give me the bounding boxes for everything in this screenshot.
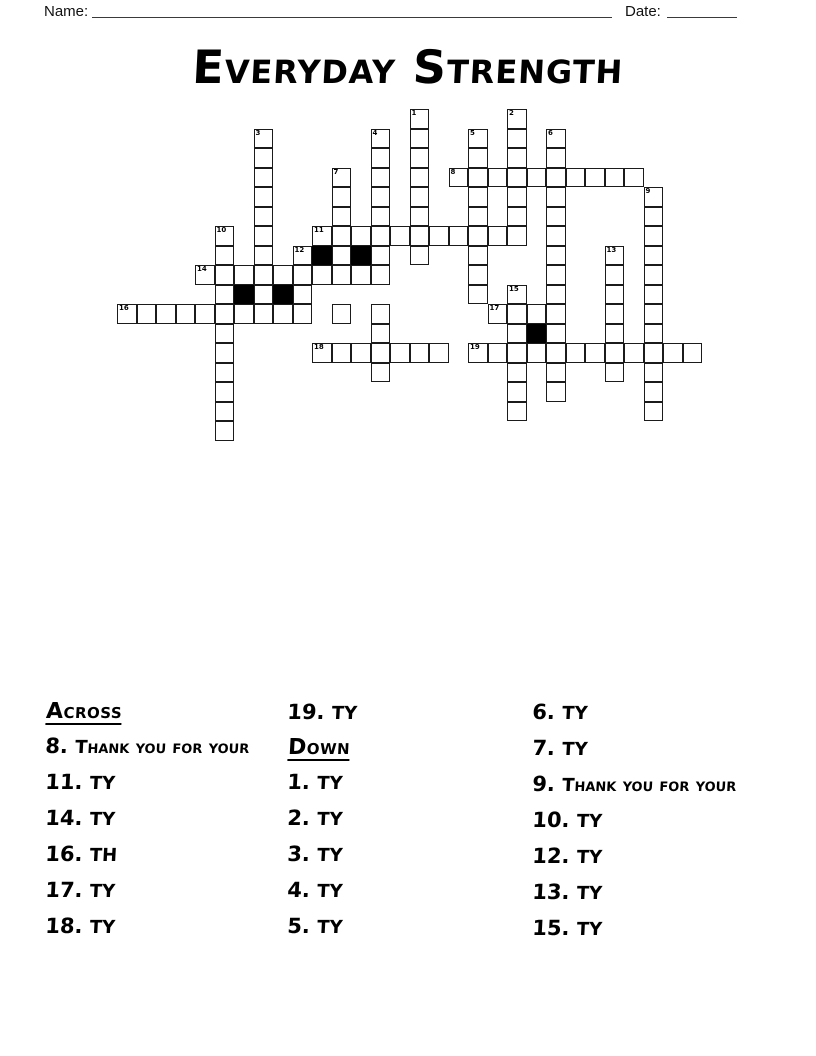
grid-cell[interactable] xyxy=(468,148,488,168)
grid-cell[interactable] xyxy=(156,304,176,324)
grid-cell[interactable] xyxy=(215,382,235,402)
clue-number: 2. xyxy=(286,806,318,830)
clue-item-2 xyxy=(287,806,503,832)
grid-cell[interactable] xyxy=(429,226,449,246)
grid-cell[interactable] xyxy=(546,246,566,266)
clue-number: 16. xyxy=(44,842,91,866)
cell-number: 8 xyxy=(450,167,456,176)
grid-cell[interactable] xyxy=(507,382,527,402)
grid-cell[interactable] xyxy=(507,168,527,188)
clue-text: TY xyxy=(331,703,358,724)
grid-cell[interactable] xyxy=(215,421,235,441)
grid-cell[interactable] xyxy=(312,265,332,285)
grid-cell[interactable] xyxy=(293,265,313,285)
cell-number: 3 xyxy=(255,128,261,137)
grid-cell[interactable] xyxy=(215,226,235,246)
clue-number: 13. xyxy=(531,880,578,904)
grid-cell[interactable] xyxy=(234,265,254,285)
grid-cell[interactable] xyxy=(176,304,196,324)
grid-cell[interactable] xyxy=(644,382,664,402)
grid-cell[interactable] xyxy=(254,207,274,227)
grid-cell[interactable] xyxy=(546,304,566,324)
cell-number: 5 xyxy=(470,128,475,137)
grid-cell[interactable] xyxy=(644,402,664,422)
clue-item-8 xyxy=(45,734,261,760)
name-blank-line xyxy=(92,1,612,18)
grid-cell[interactable] xyxy=(644,187,664,207)
grid-cell[interactable] xyxy=(410,129,430,149)
clue-number: 15. xyxy=(531,916,578,940)
grid-cell[interactable] xyxy=(371,207,391,227)
grid-cell[interactable] xyxy=(332,304,352,324)
grid-cell[interactable] xyxy=(468,343,488,363)
grid-cell[interactable] xyxy=(605,324,625,344)
grid-cell[interactable] xyxy=(215,246,235,266)
grid-cell[interactable] xyxy=(332,246,352,266)
grid-cell[interactable] xyxy=(507,187,527,207)
grid-cell[interactable] xyxy=(605,168,625,188)
grid-cell[interactable] xyxy=(254,265,274,285)
grid-cell[interactable] xyxy=(507,363,527,383)
clue-text: TH xyxy=(89,845,118,866)
grid-cell[interactable] xyxy=(215,343,235,363)
grid-cell[interactable] xyxy=(195,265,215,285)
grid-cell[interactable] xyxy=(507,402,527,422)
grid-cell[interactable] xyxy=(254,246,274,266)
grid-cell[interactable] xyxy=(605,285,625,305)
clue-item-19 xyxy=(287,700,503,726)
grid-cell[interactable] xyxy=(507,207,527,227)
grid-cell[interactable] xyxy=(663,343,683,363)
grid-cell[interactable] xyxy=(488,226,508,246)
grid-cell[interactable] xyxy=(468,187,488,207)
clue-number: 11. xyxy=(44,770,91,794)
cell-number: 18 xyxy=(314,343,324,351)
clue-item-1 xyxy=(287,770,503,796)
clue-column-middle xyxy=(288,700,503,950)
clue-text: TY xyxy=(576,847,603,868)
grid-cell[interactable] xyxy=(644,324,664,344)
clue-text: TY xyxy=(316,809,344,830)
clue-text: TY xyxy=(89,773,116,794)
clue-number: 7. xyxy=(531,736,563,760)
grid-cell[interactable] xyxy=(507,343,527,363)
grid-cell[interactable] xyxy=(254,148,274,168)
grid-cell[interactable] xyxy=(644,285,664,305)
cell-number: 13 xyxy=(606,245,617,254)
clue-text: TY xyxy=(316,881,344,902)
cell-number: 17 xyxy=(489,304,500,312)
clue-text: TY xyxy=(316,917,344,938)
grid-cell[interactable] xyxy=(624,168,644,188)
grid-cell[interactable] xyxy=(371,343,391,363)
grid-cell[interactable] xyxy=(468,285,488,305)
grid-cell[interactable] xyxy=(449,226,469,246)
grid-cell[interactable] xyxy=(605,265,625,285)
clue-text: TY xyxy=(576,811,603,832)
clue-number: 6. xyxy=(531,700,563,724)
grid-cell[interactable] xyxy=(468,168,488,188)
grid-cell[interactable] xyxy=(546,285,566,305)
grid-cell[interactable] xyxy=(254,285,274,305)
grid-cell[interactable] xyxy=(312,343,332,363)
clue-number: 18. xyxy=(44,914,91,938)
grid-cell[interactable] xyxy=(546,382,566,402)
grid-cell[interactable] xyxy=(215,285,235,305)
grid-cell-black xyxy=(234,285,254,305)
clue-text: TY xyxy=(316,773,344,794)
grid-cell[interactable] xyxy=(644,265,664,285)
grid-cell-black xyxy=(527,324,547,344)
clue-text: TY xyxy=(576,919,603,940)
grid-cell[interactable] xyxy=(254,226,274,246)
clue-item-14 xyxy=(45,806,261,832)
grid-cell[interactable] xyxy=(468,226,488,246)
grid-cell[interactable] xyxy=(273,304,293,324)
grid-cell[interactable] xyxy=(371,129,391,149)
grid-cell[interactable] xyxy=(605,343,625,363)
cell-number: 9 xyxy=(645,187,651,195)
grid-cell[interactable] xyxy=(546,168,566,188)
grid-cell[interactable] xyxy=(371,304,391,324)
grid-cell[interactable] xyxy=(332,343,352,363)
grid-cell[interactable] xyxy=(468,129,488,149)
clue-number: 19. xyxy=(286,700,333,724)
grid-cell[interactable] xyxy=(371,363,391,383)
grid-cell[interactable] xyxy=(351,265,371,285)
across-header: Across xyxy=(45,699,123,724)
clue-text: TY xyxy=(561,739,589,760)
grid-cell[interactable] xyxy=(546,324,566,344)
clue-number: 1. xyxy=(286,770,318,794)
cell-number: 15 xyxy=(509,284,519,293)
grid-cell[interactable] xyxy=(683,343,703,363)
grid-cell[interactable] xyxy=(351,226,371,246)
grid-cell[interactable] xyxy=(449,168,469,188)
grid-cell[interactable] xyxy=(507,148,527,168)
clue-number: 14. xyxy=(44,806,91,830)
grid-cell[interactable] xyxy=(371,226,391,246)
grid-cell[interactable] xyxy=(546,265,566,285)
clue-number: 17. xyxy=(44,878,91,902)
grid-cell[interactable] xyxy=(644,343,664,363)
grid-cell[interactable] xyxy=(410,246,430,266)
cell-number: 12 xyxy=(294,245,305,254)
grid-cell[interactable] xyxy=(410,148,430,168)
clue-item-3 xyxy=(287,842,503,868)
clue-item-11 xyxy=(45,770,261,796)
grid-cell[interactable] xyxy=(371,148,391,168)
grid-cell[interactable] xyxy=(488,304,508,324)
grid-cell[interactable] xyxy=(293,285,313,305)
grid-cell[interactable] xyxy=(585,343,605,363)
grid-cell[interactable] xyxy=(468,246,488,266)
grid-cell-black xyxy=(273,285,293,305)
cell-number: 16 xyxy=(119,304,129,312)
grid-cell[interactable] xyxy=(215,265,235,285)
grid-cell[interactable] xyxy=(117,304,137,324)
clue-number: 9. xyxy=(531,772,563,796)
clue-item-9 xyxy=(532,772,758,798)
clue-item-17 xyxy=(45,878,261,904)
grid-cell[interactable] xyxy=(215,324,235,344)
grid-cell[interactable] xyxy=(527,168,547,188)
grid-cell[interactable] xyxy=(644,304,664,324)
grid-cell[interactable] xyxy=(507,304,527,324)
grid-cell[interactable] xyxy=(390,343,410,363)
grid-cell[interactable] xyxy=(644,246,664,266)
date-blank-line xyxy=(667,1,737,18)
grid-cell[interactable] xyxy=(371,246,391,266)
clue-text: TY xyxy=(561,703,589,724)
grid-cell-black xyxy=(351,246,371,266)
clue-text: TY xyxy=(89,809,116,830)
grid-cell[interactable] xyxy=(371,187,391,207)
grid-cell[interactable] xyxy=(546,148,566,168)
grid-cell[interactable] xyxy=(332,207,352,227)
grid-cell[interactable] xyxy=(254,304,274,324)
clue-column-left xyxy=(46,700,261,950)
clue-number: 8. xyxy=(44,734,76,758)
clue-item-10 xyxy=(532,808,758,834)
grid-cell[interactable] xyxy=(332,226,352,246)
clue-text: Thank you for your xyxy=(74,737,250,758)
clue-text: TY xyxy=(89,881,116,902)
grid-cell[interactable] xyxy=(546,363,566,383)
grid-cell[interactable] xyxy=(332,265,352,285)
grid-cell[interactable] xyxy=(410,207,430,227)
clue-item-5 xyxy=(287,914,503,940)
grid-cell[interactable] xyxy=(410,343,430,363)
grid-cell[interactable] xyxy=(390,226,410,246)
name-label: Name: xyxy=(44,3,89,20)
cell-number: 1 xyxy=(411,109,417,117)
clue-number: 5. xyxy=(286,914,318,938)
down-header: Down xyxy=(287,735,351,760)
clue-item-4 xyxy=(287,878,503,904)
clue-number: 10. xyxy=(531,808,578,832)
grid-cell[interactable] xyxy=(371,265,391,285)
grid-cell[interactable] xyxy=(254,129,274,149)
cell-number: 4 xyxy=(372,128,378,137)
grid-cell[interactable] xyxy=(215,304,235,324)
clue-item-13 xyxy=(532,880,758,906)
clue-text: Thank you for your xyxy=(561,775,737,796)
grid-cell[interactable] xyxy=(546,226,566,246)
clue-text: TY xyxy=(316,845,344,866)
clue-text: TY xyxy=(576,883,603,904)
grid-cell[interactable] xyxy=(624,343,644,363)
grid-cell[interactable] xyxy=(507,324,527,344)
grid-cell[interactable] xyxy=(644,226,664,246)
cell-number: 10 xyxy=(216,226,227,234)
grid-cell[interactable] xyxy=(507,226,527,246)
grid-cell[interactable] xyxy=(566,343,586,363)
clue-item-7 xyxy=(532,736,758,762)
grid-cell[interactable] xyxy=(293,304,313,324)
cell-number: 6 xyxy=(548,128,553,137)
clue-item-15 xyxy=(532,916,758,942)
clue-number: 12. xyxy=(531,844,578,868)
clue-text: TY xyxy=(89,917,116,938)
clue-item-12 xyxy=(532,844,758,870)
clue-number: 4. xyxy=(286,878,318,902)
grid-cell[interactable] xyxy=(468,207,488,227)
grid-cell[interactable] xyxy=(293,246,313,266)
grid-cell[interactable] xyxy=(312,226,332,246)
clue-number: 3. xyxy=(286,842,318,866)
cell-number: 14 xyxy=(197,265,207,273)
grid-cell[interactable] xyxy=(254,168,274,188)
grid-cell[interactable] xyxy=(332,168,352,188)
grid-cell[interactable] xyxy=(585,168,605,188)
grid-cell[interactable] xyxy=(527,304,547,324)
cell-number: 11 xyxy=(314,226,324,234)
grid-cell[interactable] xyxy=(527,343,547,363)
grid-cell[interactable] xyxy=(332,187,352,207)
cell-number: 7 xyxy=(333,167,339,176)
grid-cell-black xyxy=(312,246,332,266)
grid-cell[interactable] xyxy=(507,285,527,305)
grid-cell[interactable] xyxy=(644,363,664,383)
grid-cell[interactable] xyxy=(215,363,235,383)
clue-item-6 xyxy=(532,700,758,726)
grid-cell[interactable] xyxy=(605,363,625,383)
grid-cell[interactable] xyxy=(605,304,625,324)
grid-cell[interactable] xyxy=(507,109,527,129)
grid-cell[interactable] xyxy=(371,168,391,188)
clue-column-right xyxy=(533,700,758,952)
grid-cell[interactable] xyxy=(546,187,566,207)
clue-item-18 xyxy=(45,914,261,940)
grid-cell[interactable] xyxy=(215,402,235,422)
grid-cell[interactable] xyxy=(488,343,508,363)
grid-cell[interactable] xyxy=(195,304,215,324)
grid-cell[interactable] xyxy=(371,324,391,344)
grid-cell[interactable] xyxy=(546,207,566,227)
grid-cell[interactable] xyxy=(410,187,430,207)
clue-item-16 xyxy=(45,842,261,868)
grid-cell[interactable] xyxy=(410,168,430,188)
cell-number: 2 xyxy=(509,109,514,117)
grid-cell[interactable] xyxy=(254,187,274,207)
grid-cell[interactable] xyxy=(234,304,254,324)
grid-cell[interactable] xyxy=(351,343,371,363)
puzzle-title: Everyday Strength xyxy=(191,40,625,94)
grid-cell[interactable] xyxy=(644,207,664,227)
grid-cell[interactable] xyxy=(410,226,430,246)
grid-cell[interactable] xyxy=(507,129,527,149)
grid-cell[interactable] xyxy=(410,109,430,129)
grid-cell[interactable] xyxy=(273,265,293,285)
grid-cell[interactable] xyxy=(605,246,625,266)
grid-cell[interactable] xyxy=(546,129,566,149)
crossword-grid xyxy=(117,109,717,449)
grid-cell[interactable] xyxy=(429,343,449,363)
cell-number: 19 xyxy=(470,343,480,351)
grid-cell[interactable] xyxy=(546,343,566,363)
grid-cell[interactable] xyxy=(566,168,586,188)
date-label: Date: xyxy=(625,3,661,20)
grid-cell[interactable] xyxy=(137,304,157,324)
grid-cell[interactable] xyxy=(488,168,508,188)
grid-cell[interactable] xyxy=(468,265,488,285)
